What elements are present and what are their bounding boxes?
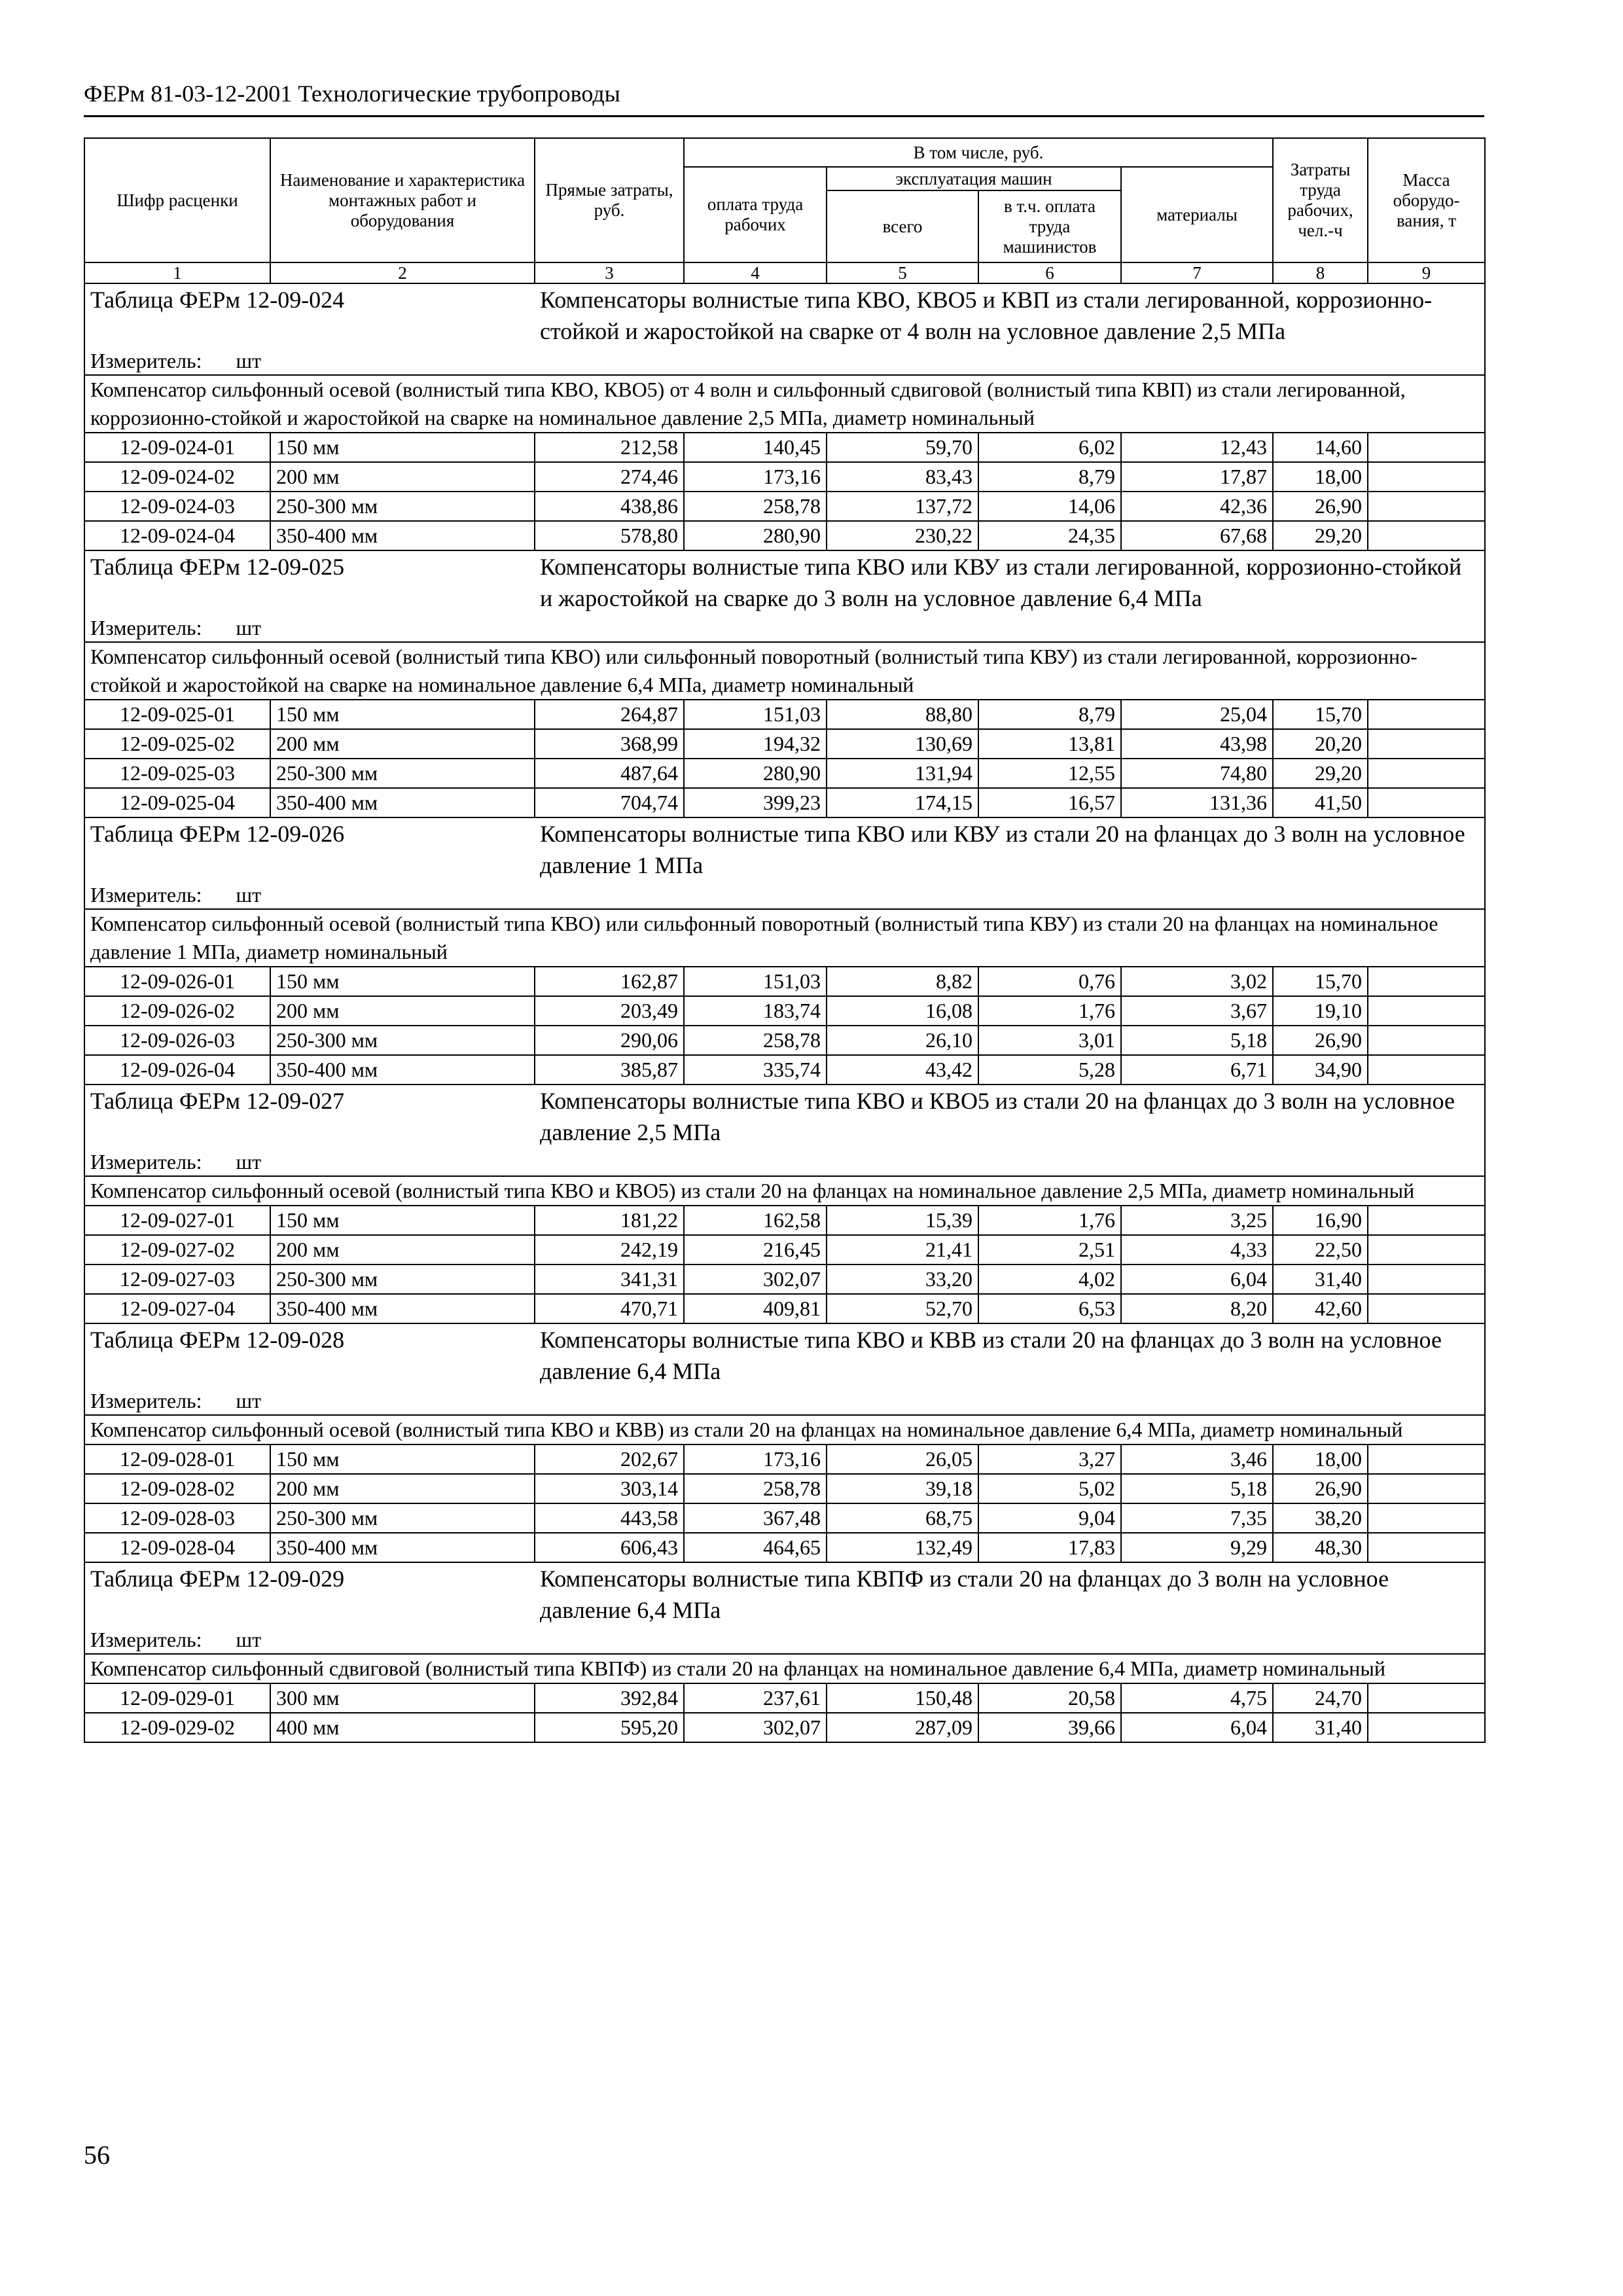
unit-value: шт [236,1389,262,1412]
table-cell [1368,1235,1485,1265]
table-cell: 48,30 [1273,1533,1368,1562]
table-cell: 18,00 [1273,462,1368,492]
section-unit-row [84,347,1485,375]
table-row [84,1444,1485,1474]
table-cell: 8,79 [978,700,1121,729]
table-cell: 7,35 [1121,1503,1273,1533]
table-cell: 242,19 [535,1235,684,1265]
table-cell: 12-09-026-03 [84,1026,270,1055]
table-row [84,1206,1485,1235]
table-cell [1368,729,1485,759]
table-cell [1368,433,1485,462]
col-number: 6 [978,262,1121,283]
table-cell: 43,42 [827,1055,978,1085]
table-cell: 303,14 [535,1474,684,1503]
table-row [84,1474,1485,1503]
col-number: 5 [827,262,978,283]
table-row [84,521,1485,550]
table-cell: 41,50 [1273,788,1368,817]
table-cell: 29,20 [1273,521,1368,550]
table-cell: 6,71 [1121,1055,1273,1085]
machines-header: эксплуатация машин [827,167,1121,190]
table-cell [1368,1026,1485,1055]
table-cell: 33,20 [827,1265,978,1294]
table-cell: 216,45 [684,1235,827,1265]
col-number: 3 [535,262,684,283]
table-cell: 26,90 [1273,1026,1368,1055]
col-number: 8 [1273,262,1368,283]
table-cell: 487,64 [535,759,684,788]
section-title: Компенсаторы волнистые типа КВО и КВО5 из стали 20 на фланцах до 3 волн на условное давление 2,5 МПа [535,1085,1485,1148]
table-cell: 29,20 [1273,759,1368,788]
table-cell: 3,02 [1121,967,1273,996]
table-cell [1368,1294,1485,1323]
section-description-row [84,642,1485,700]
section-unit-row [84,1148,1485,1176]
table-cell: 200 мм [270,996,535,1026]
table-cell [1368,1503,1485,1533]
col-materials-header: материалы [1121,167,1273,262]
table-cell: 12-09-025-02 [84,729,270,759]
table-cell [1368,1265,1485,1294]
table-cell: 151,03 [684,700,827,729]
col-number: 9 [1368,262,1485,283]
section-heading-row [84,1085,1485,1148]
table-cell: 140,45 [684,433,827,462]
table-cell: 15,39 [827,1206,978,1235]
col-code-header: Шифр расценки [84,138,270,262]
table-row [84,433,1485,462]
table-cell: 20,58 [978,1683,1121,1713]
table-cell: 443,58 [535,1503,684,1533]
table-cell: 250-300 мм [270,759,535,788]
table-cell: 302,07 [684,1265,827,1294]
table-cell: 300 мм [270,1683,535,1713]
table-cell: 150 мм [270,433,535,462]
table-cell: 6,02 [978,433,1121,462]
table-cell: 2,51 [978,1235,1121,1265]
table-row [84,1026,1485,1055]
table-cell: 150 мм [270,1444,535,1474]
col-number: 1 [84,262,270,283]
table-body [84,283,1485,1742]
section-heading-row [84,1323,1485,1387]
section-description: Компенсатор сильфонный осевой (волнистый типа КВО и КВВ) из стали 20 на фланцах на номинальное давление 6,4 МПа, диаметр номинальный [84,1415,1485,1444]
table-cell: 26,05 [827,1444,978,1474]
section-description-row [84,909,1485,967]
table-cell: 39,18 [827,1474,978,1503]
section-code: Таблица ФЕРм 12-09-026 [84,817,535,881]
table-cell: 0,76 [978,967,1121,996]
section-code: Таблица ФЕРм 12-09-027 [84,1085,535,1148]
section-title: Компенсаторы волнистые типа КВО или КВУ из стали легированной, коррозионно-стойкой и жаростойкой на сварке до 3 волн на условное давление 6,4 МПа [535,550,1485,614]
col-workers-pay-header: оплата труда рабочих [684,167,827,262]
table-cell: 200 мм [270,462,535,492]
table-cell: 20,20 [1273,729,1368,759]
table-cell: 26,90 [1273,1474,1368,1503]
table-cell: 12-09-024-04 [84,521,270,550]
table-cell: 5,28 [978,1055,1121,1085]
section-heading-row [84,550,1485,614]
table-cell: 258,78 [684,1474,827,1503]
table-cell: 258,78 [684,1026,827,1055]
col-mass-header: Масса оборудо-вания, т [1368,138,1485,262]
table-cell: 399,23 [684,788,827,817]
table-cell: 9,04 [978,1503,1121,1533]
table-cell: 19,10 [1273,996,1368,1026]
table-row [84,996,1485,1026]
table-cell [1368,1713,1485,1742]
table-cell: 68,75 [827,1503,978,1533]
table-cell: 150 мм [270,700,535,729]
table-cell: 42,60 [1273,1294,1368,1323]
table-cell: 3,67 [1121,996,1273,1026]
section-code: Таблица ФЕРм 12-09-025 [84,550,535,614]
table-cell: 12-09-026-01 [84,967,270,996]
table-cell: 162,58 [684,1206,827,1235]
section-code: Таблица ФЕРм 12-09-028 [84,1323,535,1387]
table-cell: 34,90 [1273,1055,1368,1085]
table-cell: 368,99 [535,729,684,759]
table-cell: 3,01 [978,1026,1121,1055]
table-cell: 464,65 [684,1533,827,1562]
col-number: 7 [1121,262,1273,283]
table-cell [1368,788,1485,817]
unit-value: шт [236,349,262,372]
table-cell [1368,1206,1485,1235]
table-cell: 470,71 [535,1294,684,1323]
table-cell: 4,02 [978,1265,1121,1294]
rates-table [84,137,1486,1743]
table-cell: 43,98 [1121,729,1273,759]
table-cell: 250-300 мм [270,1503,535,1533]
table-cell: 38,20 [1273,1503,1368,1533]
table-cell: 17,83 [978,1533,1121,1562]
table-cell: 12-09-028-02 [84,1474,270,1503]
section-description-row [84,1415,1485,1444]
col-total-header: всего [827,190,978,262]
table-cell [1368,700,1485,729]
table-cell: 12-09-029-01 [84,1683,270,1713]
table-cell: 341,31 [535,1265,684,1294]
table-cell: 132,49 [827,1533,978,1562]
section-code: Таблица ФЕРм 12-09-029 [84,1562,535,1626]
table-cell: 6,53 [978,1294,1121,1323]
section-title: Компенсаторы волнистые типа КВО и КВВ из стали 20 на фланцах до 3 волн на условное давление 6,4 МПа [535,1323,1485,1387]
table-cell: 74,80 [1121,759,1273,788]
section-unit-row [84,881,1485,909]
table-cell [1368,521,1485,550]
table-cell: 4,75 [1121,1683,1273,1713]
table-cell: 287,09 [827,1713,978,1742]
column-number-row [84,262,1485,283]
table-cell: 8,82 [827,967,978,996]
table-cell: 12,55 [978,759,1121,788]
table-cell: 392,84 [535,1683,684,1713]
table-cell: 183,74 [684,996,827,1026]
table-cell: 14,06 [978,492,1121,521]
table-cell: 173,16 [684,1444,827,1474]
table-cell: 350-400 мм [270,788,535,817]
table-cell: 230,22 [827,521,978,550]
table-cell: 151,03 [684,967,827,996]
section-description: Компенсатор сильфонный осевой (волнистый типа КВО и КВО5) из стали 20 на фланцах на номинальное давление 2,5 МПа, диаметр номинальный [84,1176,1485,1206]
table-cell: 6,04 [1121,1713,1273,1742]
table-cell: 595,20 [535,1713,684,1742]
table-cell: 31,40 [1273,1713,1368,1742]
table-cell: 200 мм [270,729,535,759]
table-row [84,1533,1485,1562]
table-cell [1368,462,1485,492]
table-cell: 174,15 [827,788,978,817]
unit-value: шт [236,883,262,906]
section-heading-row [84,1562,1485,1626]
table-cell: 200 мм [270,1474,535,1503]
table-cell: 578,80 [535,521,684,550]
col-direct-header: Прямые затраты, руб. [535,138,684,262]
section-description: Компенсатор сильфонный осевой (волнистый типа КВО) или сильфонный поворотный (волнистый типа КВУ) из стали легированной, коррозионно-стойкой и жаростойкой на сварке на номинальное давление 6,4 МПа, диаметр номинальный [84,642,1485,700]
table-cell: 350-400 мм [270,1055,535,1085]
section-heading-row [84,817,1485,881]
section-description-row [84,1654,1485,1683]
table-cell: 3,46 [1121,1444,1273,1474]
table-cell: 24,35 [978,521,1121,550]
section-unit-row [84,1626,1485,1654]
table-cell: 6,04 [1121,1265,1273,1294]
table-cell: 264,87 [535,700,684,729]
table-row [84,1265,1485,1294]
table-cell: 12-09-025-04 [84,788,270,817]
table-cell [1368,1474,1485,1503]
table-cell: 12-09-027-03 [84,1265,270,1294]
table-cell [1368,492,1485,521]
table-cell: 83,43 [827,462,978,492]
table-cell: 367,48 [684,1503,827,1533]
table-row [84,462,1485,492]
table-cell: 16,08 [827,996,978,1026]
unit-value: шт [236,1628,262,1651]
table-cell: 12-09-029-02 [84,1713,270,1742]
table-cell: 13,81 [978,729,1121,759]
unit-label: Измеритель: [90,1389,202,1412]
table-row [84,1235,1485,1265]
section-title: Компенсаторы волнистые типа КВО, КВО5 и КВП из стали легированной, коррозионно-стойкой и жаростойкой на сварке от 4 волн на условное давление 2,5 МПа [535,283,1485,347]
table-row [84,1503,1485,1533]
col-operators-pay-header: в т.ч. оплата труда машинистов [978,190,1121,262]
table-cell: 42,36 [1121,492,1273,521]
table-cell: 16,90 [1273,1206,1368,1235]
table-cell: 12-09-026-02 [84,996,270,1026]
table-cell [1368,1683,1485,1713]
table-cell: 52,70 [827,1294,978,1323]
table-cell: 150,48 [827,1683,978,1713]
table-cell: 237,61 [684,1683,827,1713]
table-cell: 59,70 [827,433,978,462]
unit-value: шт [236,1150,262,1174]
table-cell: 181,22 [535,1206,684,1235]
table-cell: 25,04 [1121,700,1273,729]
table-cell: 12-09-025-01 [84,700,270,729]
section-title: Компенсаторы волнистые типа КВО или КВУ из стали 20 на фланцах до 3 волн на условное давление 1 МПа [535,817,1485,881]
table-cell [1368,996,1485,1026]
table-cell: 131,36 [1121,788,1273,817]
section-title: Компенсаторы волнистые типа КВПФ из стали 20 на фланцах до 3 волн на условное давление 6,4 МПа [535,1562,1485,1626]
table-cell: 350-400 мм [270,1294,535,1323]
table-cell: 21,41 [827,1235,978,1265]
unit-label: Измеритель: [90,616,202,639]
table-header [84,138,1485,283]
table-cell: 1,76 [978,1206,1121,1235]
table-cell: 5,18 [1121,1026,1273,1055]
table-cell [1368,1533,1485,1562]
table-cell: 5,02 [978,1474,1121,1503]
table-cell: 131,94 [827,759,978,788]
table-cell: 302,07 [684,1713,827,1742]
table-cell [1368,759,1485,788]
table-row [84,1713,1485,1742]
section-description-row [84,1176,1485,1206]
section-unit-row [84,1387,1485,1415]
table-row [84,788,1485,817]
table-cell: 350-400 мм [270,521,535,550]
table-cell: 88,80 [827,700,978,729]
unit-label: Измеритель: [90,349,202,372]
table-row [84,700,1485,729]
unit-label: Измеритель: [90,883,202,906]
table-cell: 12-09-027-04 [84,1294,270,1323]
table-cell: 130,69 [827,729,978,759]
table-cell: 12-09-027-02 [84,1235,270,1265]
document-header: ФЕРм 81-03-12-2001 Технологические трубопроводы [84,77,1484,117]
table-cell: 250-300 мм [270,1026,535,1055]
section-description: Компенсатор сильфонный осевой (волнистый типа КВО) или сильфонный поворотный (волнистый типа КВУ) из стали 20 на фланцах на номинальное давление 1 МПа, диаметр номинальный [84,909,1485,967]
table-cell: 22,50 [1273,1235,1368,1265]
table-cell: 212,58 [535,433,684,462]
table-cell: 250-300 мм [270,492,535,521]
table-cell: 704,74 [535,788,684,817]
table-cell: 24,70 [1273,1683,1368,1713]
table-cell: 400 мм [270,1713,535,1742]
table-cell: 12-09-024-03 [84,492,270,521]
table-cell: 67,68 [1121,521,1273,550]
table-cell: 137,72 [827,492,978,521]
unit-label: Измеритель: [90,1628,202,1651]
including-header: В том числе, руб. [684,138,1273,167]
table-cell: 3,27 [978,1444,1121,1474]
table-cell: 274,46 [535,462,684,492]
table-cell: 200 мм [270,1235,535,1265]
table-cell: 12-09-024-01 [84,433,270,462]
col-number: 4 [684,262,827,283]
table-cell: 12-09-028-01 [84,1444,270,1474]
table-cell: 290,06 [535,1026,684,1055]
section-code: Таблица ФЕРм 12-09-024 [84,283,535,347]
table-row [84,729,1485,759]
table-cell: 12-09-024-02 [84,462,270,492]
table-cell: 9,29 [1121,1533,1273,1562]
table-cell: 150 мм [270,1206,535,1235]
table-cell: 26,90 [1273,492,1368,521]
table-row [84,1294,1485,1323]
table-cell: 1,76 [978,996,1121,1026]
unit-value: шт [236,616,262,639]
table-cell: 12-09-028-04 [84,1533,270,1562]
table-cell: 150 мм [270,967,535,996]
table-row [84,1683,1485,1713]
table-cell: 4,33 [1121,1235,1273,1265]
table-cell: 409,81 [684,1294,827,1323]
table-cell: 8,79 [978,462,1121,492]
table-cell: 31,40 [1273,1265,1368,1294]
page-number: 56 [84,2140,110,2170]
table-cell: 12-09-025-03 [84,759,270,788]
unit-label: Измеритель: [90,1150,202,1174]
col-number: 2 [270,262,535,283]
table-row [84,759,1485,788]
table-cell: 15,70 [1273,700,1368,729]
table-cell: 173,16 [684,462,827,492]
table-cell: 16,57 [978,788,1121,817]
table-cell [1368,967,1485,996]
table-cell: 202,67 [535,1444,684,1474]
table-cell: 12-09-026-04 [84,1055,270,1085]
table-cell: 15,70 [1273,967,1368,996]
table-cell: 438,86 [535,492,684,521]
section-description: Компенсатор сильфонный осевой (волнистый типа КВО, КВО5) от 4 волн и сильфонный сдвиговой (волнистый типа КВП) из стали легированной, коррозионно-стойкой и жаростойкой на сварке на номинальное давление 2,5 МПа, диаметр номинальный [84,375,1485,433]
table-row [84,492,1485,521]
table-cell: 335,74 [684,1055,827,1085]
table-cell: 12-09-028-03 [84,1503,270,1533]
col-name-header: Наименование и характеристика монтажных работ и оборудования [270,138,535,262]
section-heading-row [84,283,1485,347]
table-cell [1368,1444,1485,1474]
table-row [84,967,1485,996]
table-cell: 26,10 [827,1026,978,1055]
table-cell: 8,20 [1121,1294,1273,1323]
section-description: Компенсатор сильфонный сдвиговой (волнистый типа КВПФ) из стали 20 на фланцах на номинальное давление 6,4 МПа, диаметр номинальный [84,1654,1485,1683]
table-cell: 258,78 [684,492,827,521]
table-cell: 606,43 [535,1533,684,1562]
table-cell: 250-300 мм [270,1265,535,1294]
table-cell: 39,66 [978,1713,1121,1742]
col-labor-header: Затраты труда рабочих, чел.-ч [1273,138,1368,262]
table-cell: 12,43 [1121,433,1273,462]
table-cell: 280,90 [684,521,827,550]
table-row [84,1055,1485,1085]
table-cell: 162,87 [535,967,684,996]
table-cell: 5,18 [1121,1474,1273,1503]
table-cell: 3,25 [1121,1206,1273,1235]
table-cell: 203,49 [535,996,684,1026]
table-cell [1368,1055,1485,1085]
table-cell: 280,90 [684,759,827,788]
table-cell: 350-400 мм [270,1533,535,1562]
table-cell: 18,00 [1273,1444,1368,1474]
table-cell: 17,87 [1121,462,1273,492]
table-cell: 385,87 [535,1055,684,1085]
section-description-row [84,375,1485,433]
table-cell: 14,60 [1273,433,1368,462]
table-cell: 12-09-027-01 [84,1206,270,1235]
section-unit-row [84,614,1485,642]
table-cell: 194,32 [684,729,827,759]
